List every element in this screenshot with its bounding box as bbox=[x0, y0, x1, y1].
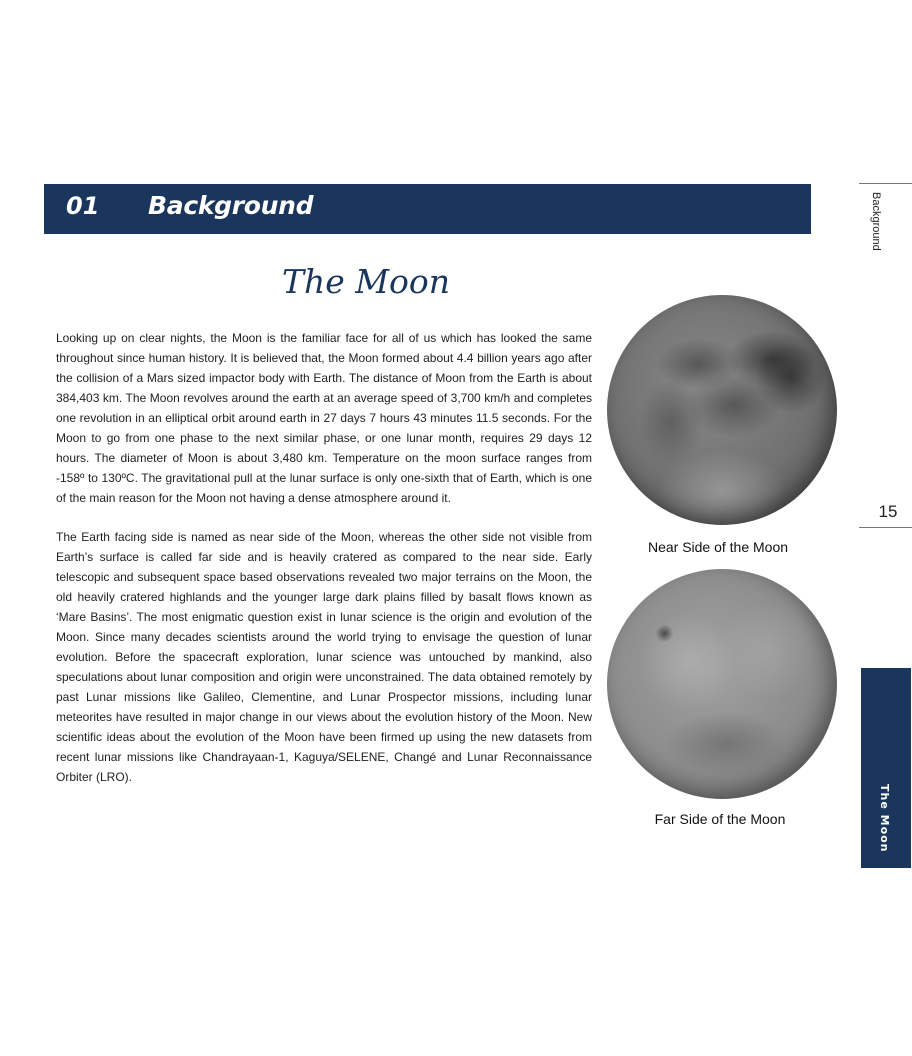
near-side-moon-image bbox=[607, 295, 837, 525]
body-paragraph-1: Looking up on clear nights, the Moon is the familiar face for all of us which has looked the same throughout since human history. It is believed that, the Moon formed about 4.4 billion years ago after the collision of a Mars sized impactor body with Earth. The distance of Moon from the Earth is about 384,403 km. The Moon revolves around the earth at an average speed of 3,700 km/h and completes one revolution in an elliptical orbit around earth in 27 days 7 hours 43 minutes 11.5 seconds. For the Moon to go from one phase to the next similar phase, or one lunar month, requires 29 days 12 hours. The diameter of Moon is about 3,480 km. Temperature on the moon surface ranges from -158º to 130ºC. The gravitational pull at the lunar surface is only one-sixth that of Earth, which is one of the main reason for the Moon not having a dense atmosphere around it. bbox=[56, 331, 592, 505]
section-header-banner bbox=[44, 184, 811, 234]
sidebar-divider-top bbox=[859, 183, 912, 184]
page-title: The Moon bbox=[281, 262, 451, 301]
far-side-caption: Far Side of the Moon bbox=[654, 811, 786, 827]
far-side-moon-image bbox=[607, 569, 837, 799]
section-number: 01 bbox=[66, 192, 100, 220]
chapter-tab-label: The Moon bbox=[878, 784, 891, 853]
chapter-tab[interactable] bbox=[861, 668, 911, 868]
body-paragraph-2: The Earth facing side is named as near side of the Moon, whereas the other side not visible from Earth’s surface is called far side and is heavily cratered as compared to the near side. Early telescopic and subsequent space based observations revealed two major terrains on the Moon, the old heavily cratered highlands and the younger large dark plains filled by basalt flows known as ‘Mare Basins’. The most enigmatic question exist in lunar science is the origin and evolution of the Moon. Since many decades scientists around the world trying to envisage the question of lunar evolution. Before the spacecraft exploration, lunar science was untouched by mankind, also speculations about lunar composition and origin were unconstrained. The data obtained remotely by past Lunar missions like Galileo, Clementine, and Lunar Prospector missions, including lunar meteorites have resulted in major change in our views about the evolution history of the Moon. New scientific ideas about the evolution of the Moon have been firmed up using the new datasets from recent lunar missions like Chandrayaan-1, Kaguya/SELENE, Changé and Lunar Reconnaissance Orbiter (LRO). bbox=[56, 530, 592, 784]
page-number: 15 bbox=[878, 502, 898, 521]
sidebar-divider-page bbox=[859, 527, 912, 528]
sidebar-section-label: Background bbox=[870, 192, 882, 251]
near-side-caption: Near Side of the Moon bbox=[647, 539, 789, 555]
section-title: Background bbox=[148, 191, 314, 220]
